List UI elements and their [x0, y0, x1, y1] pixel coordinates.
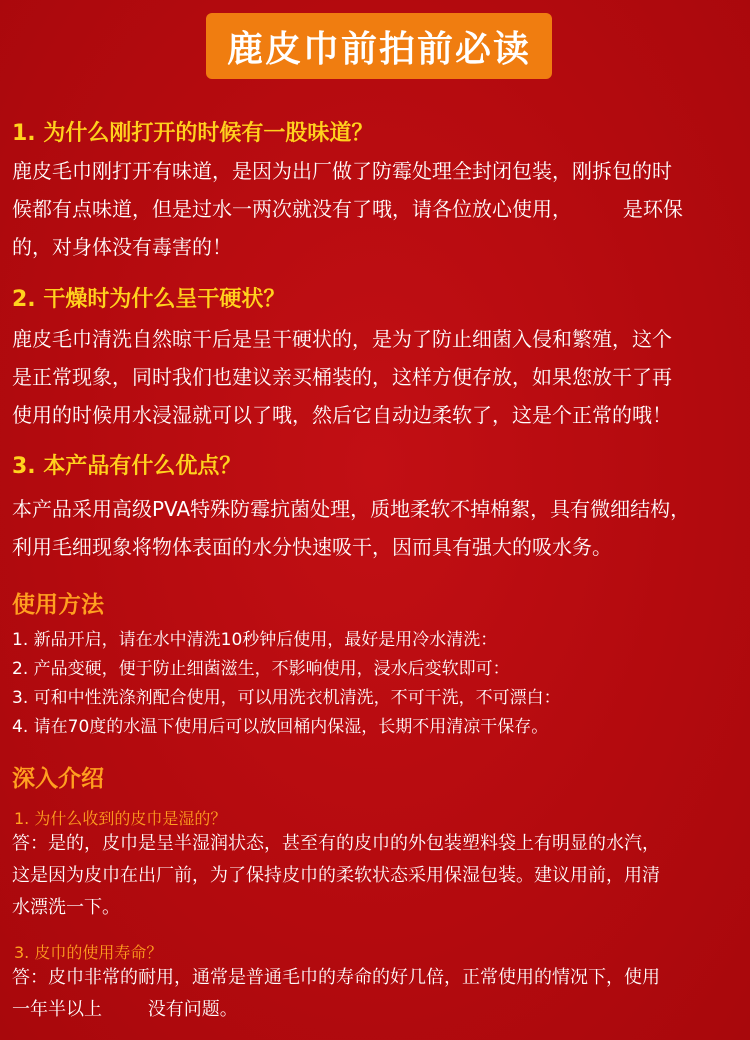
title-banner [206, 13, 552, 79]
usage-step: 3. 可和中性洗涤剂配合使用，可以用洗衣机清洗，不可干洗，不可漂白： [12, 688, 561, 708]
intro-answer-2-line: 答：皮巾非常的耐用，通常是普通毛巾的寿命的好几倍，正常使用的情况下，使用 [12, 967, 660, 988]
usage-heading: 使用方法 [12, 592, 104, 618]
intro-answer-1 [12, 828, 740, 924]
faq-answer-1-line: 鹿皮毛巾刚打开有味道，是因为出厂做了防霉处理全封闭包装，刚拆包的时 [12, 159, 672, 183]
faq-answer-3-line: 本产品采用高级PVA特殊防霉抗菌处理，质地柔软不掉棉絮，具有微细结构， [12, 497, 691, 521]
page-title: 鹿皮巾前拍前必读 [226, 28, 531, 70]
usage-step: 2. 产品变硬，便于防止细菌滋生，不影响使用，浸水后变软即可： [12, 659, 510, 679]
usage-step: 1. 新品开启，请在水中清洗10秒钟后使用，最好是用冷水清洗： [12, 630, 498, 650]
intro-answer-1-line: 这是因为皮巾在出厂前，为了保持皮巾的柔软状态采用保湿包装。建议用前，用清 [12, 865, 660, 886]
intro-heading: 深入介绍 [12, 766, 104, 792]
faq-question-1: 1. 为什么刚打开的时候有一股味道？ [12, 121, 374, 146]
intro-question-2: 3. 皮巾的使用寿命？ [14, 943, 163, 962]
faq-answer-2-line: 是正常现象，同时我们也建议亲买桶装的，这样方便存放，如果您放干了再 [12, 365, 672, 389]
faq-answer-1 [12, 152, 740, 266]
intro-answer-2 [12, 962, 740, 1026]
faq-question-3: 3. 本产品有什么优点？ [12, 454, 242, 479]
faq-answer-3 [12, 490, 740, 566]
faq-answer-2-line: 鹿皮毛巾清洗自然晾干后是呈干硬状的，是为了防止细菌入侵和繁殖，这个 [12, 327, 672, 351]
intro-answer-2-line: 一年半以上 没有问题。 [12, 999, 238, 1020]
intro-question-1: 1. 为什么收到的皮巾是湿的？ [14, 809, 227, 828]
faq-answer-1-line: 候都有点味道，但是过水一两次就没有了哦，请各位放心使用， 是环保 [12, 197, 683, 221]
intro-answer-1-line: 答：是的，皮巾是呈半湿润状态，甚至有的皮巾的外包装塑料袋上有明显的水汽， [12, 833, 660, 854]
faq-answer-2-line: 使用的时候用水浸湿就可以了哦，然后它自动边柔软了，这是个正常的哦！ [12, 403, 672, 427]
faq-question-2: 2. 干燥时为什么呈干硬状？ [12, 287, 286, 312]
faq-answer-1-line: 的，对身体没有毒害的！ [12, 235, 232, 259]
usage-steps [12, 626, 740, 742]
faq-answer-2 [12, 320, 740, 434]
intro-answer-1-line: 水漂洗一下。 [12, 897, 120, 918]
usage-step: 4. 请在70度的水温下使用后可以放回桶内保湿，长期不用清凉干保存。 [12, 717, 549, 737]
faq-answer-3-line: 利用毛细现象将物体表面的水分快速吸干，因而具有强大的吸水务。 [12, 535, 612, 559]
